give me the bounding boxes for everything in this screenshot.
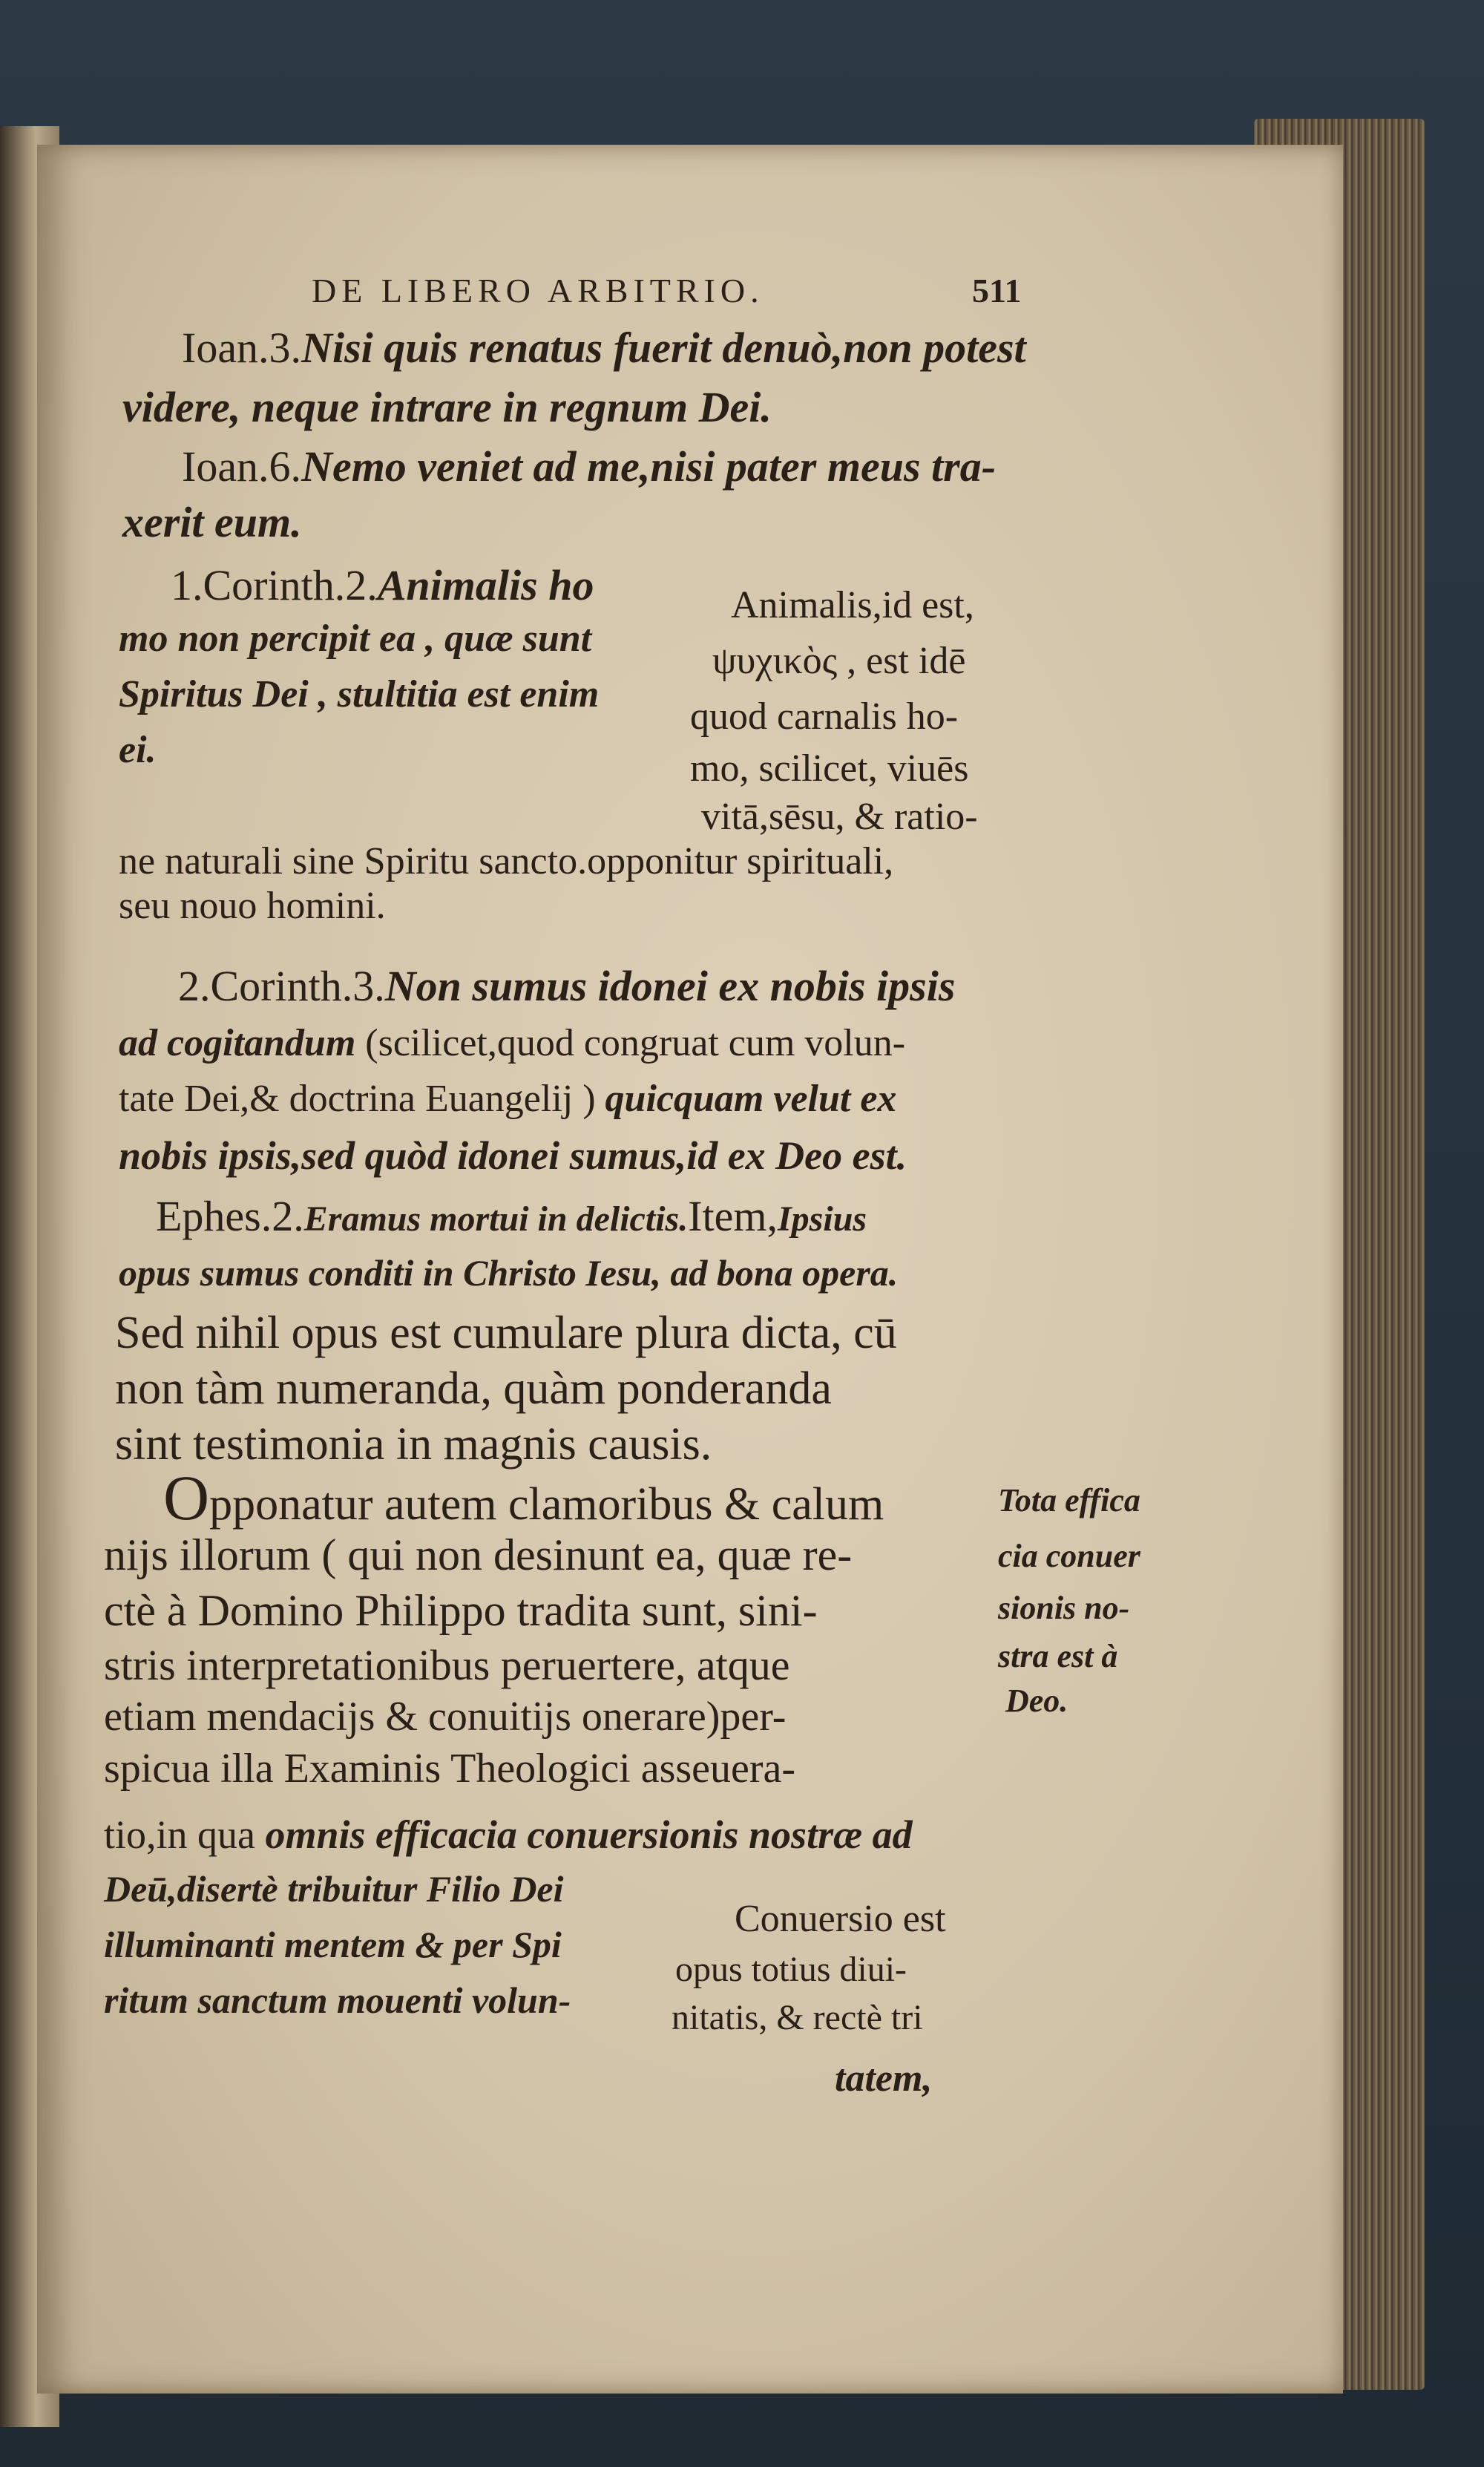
quote: Non sumus idonei ex nobis ipsis	[384, 962, 956, 1010]
text-line: nobis ipsis,sed quòd idonei sumus,id ex Deo est.	[119, 1133, 907, 1178]
quote: Ipsius	[778, 1199, 867, 1239]
text-line: spicua illa Examinis Theologici asseuera-	[104, 1746, 796, 1792]
margin-note-line: sionis no-	[998, 1590, 1130, 1626]
text-line	[104, 1812, 913, 1857]
citation: 2.Corinth.3.	[178, 962, 385, 1010]
text-line: Spiritus Dei , stultitia est enim	[119, 673, 600, 715]
side-gloss-line: ψυχικὸς , est idē	[712, 640, 966, 682]
text-line	[119, 1024, 905, 1063]
quote: Nisi quis renatus fuerit denuò,non potest	[301, 324, 1026, 372]
quote: omnis efficacia conuersionis nostræ ad	[265, 1812, 913, 1857]
drop-capital: O	[163, 1462, 210, 1533]
quote: Animalis ho	[377, 561, 594, 609]
text-line: non tàm numeranda, quàm ponderanda	[115, 1363, 832, 1414]
text-line	[171, 561, 594, 609]
gloss: (scilicet,quod congruat cum volun-	[355, 1022, 906, 1064]
text-line: ritum sanctum mouenti volun-	[104, 1979, 571, 2021]
text-line: sint testimonia in magnis causis.	[115, 1419, 712, 1470]
quote: Eramus mortui in delictis.	[303, 1199, 689, 1239]
text-line	[163, 1462, 884, 1533]
text-line: seu nouo homini.	[119, 885, 386, 927]
text-line: Sed nihil opus est cumulare plura dicta, cū	[115, 1308, 897, 1358]
side-gloss-line: quod carnalis ho-	[690, 695, 959, 738]
text-line: ne naturali sine Spiritu sancto.opponitur spirituali,	[119, 840, 894, 882]
quote: ad cogitandum	[119, 1022, 356, 1064]
margin-note-line: Deo.	[1005, 1683, 1068, 1719]
text-line	[156, 1192, 867, 1240]
text-line: Deū,disertè tribuitur Filio Dei	[104, 1868, 564, 1910]
text: Item,	[688, 1192, 778, 1240]
text-line: opus sumus conditi in Christo Iesu, ad bona opera.	[119, 1252, 899, 1294]
citation: Ephes.2.	[156, 1192, 304, 1240]
gloss: tate Dei,& doctrina Euangelij )	[119, 1078, 605, 1120]
citation: Ioan.6.	[182, 442, 302, 491]
text-line: xerit eum.	[122, 498, 302, 546]
margin-note-line: cia conuer	[998, 1538, 1140, 1574]
side-gloss-line: tatem,	[835, 2057, 933, 2100]
page-number: 511	[972, 272, 1022, 309]
citation: Ioan.3.	[182, 324, 302, 372]
text-line: stris interpretationibus peruertere, atque	[104, 1641, 790, 1689]
text-line	[119, 1080, 896, 1118]
margin-note-line: stra est à	[998, 1638, 1118, 1674]
side-gloss-line: vitā,sēsu, & ratio-	[701, 796, 978, 838]
side-gloss-line: Conuersio est	[735, 1898, 946, 1940]
side-gloss-line: nitatis, & rectè tri	[672, 1998, 923, 2037]
text-line: ei.	[119, 729, 157, 771]
text-line	[178, 962, 956, 1010]
side-gloss-line: Animalis,id est,	[731, 584, 974, 626]
running-head: DE LIBERO ARBITRIO.	[312, 272, 764, 309]
quote: quicquam velut ex	[605, 1078, 897, 1120]
text: tio,in qua	[104, 1812, 266, 1857]
side-gloss-line: mo, scilicet, viuēs	[690, 747, 969, 790]
margin-note-line: Tota effica	[998, 1482, 1140, 1518]
quote: Nemo veniet ad me,nisi pater meus tra-	[301, 442, 997, 491]
citation: 1.Corinth.2.	[171, 561, 378, 609]
text-line: etiam mendacijs & conuitijs onerare)per-	[104, 1694, 787, 1740]
text-line: nijs illorum ( qui non desinunt ea, quæ re-	[104, 1530, 853, 1579]
text-line	[182, 442, 997, 491]
text-line: mo non percipit ea , quæ sunt	[119, 617, 592, 660]
text-line: illuminanti mentem & per Spi	[104, 1924, 562, 1965]
text-line: ctè à Domino Philippo tradita sunt, sini-	[104, 1586, 818, 1635]
text-line: videre, neque intrare in regnum Dei.	[122, 383, 772, 431]
side-gloss-line: opus totius diui-	[675, 1950, 907, 1989]
text-line	[182, 324, 1026, 372]
text: pponatur autem clamoribus & calum	[209, 1479, 884, 1530]
